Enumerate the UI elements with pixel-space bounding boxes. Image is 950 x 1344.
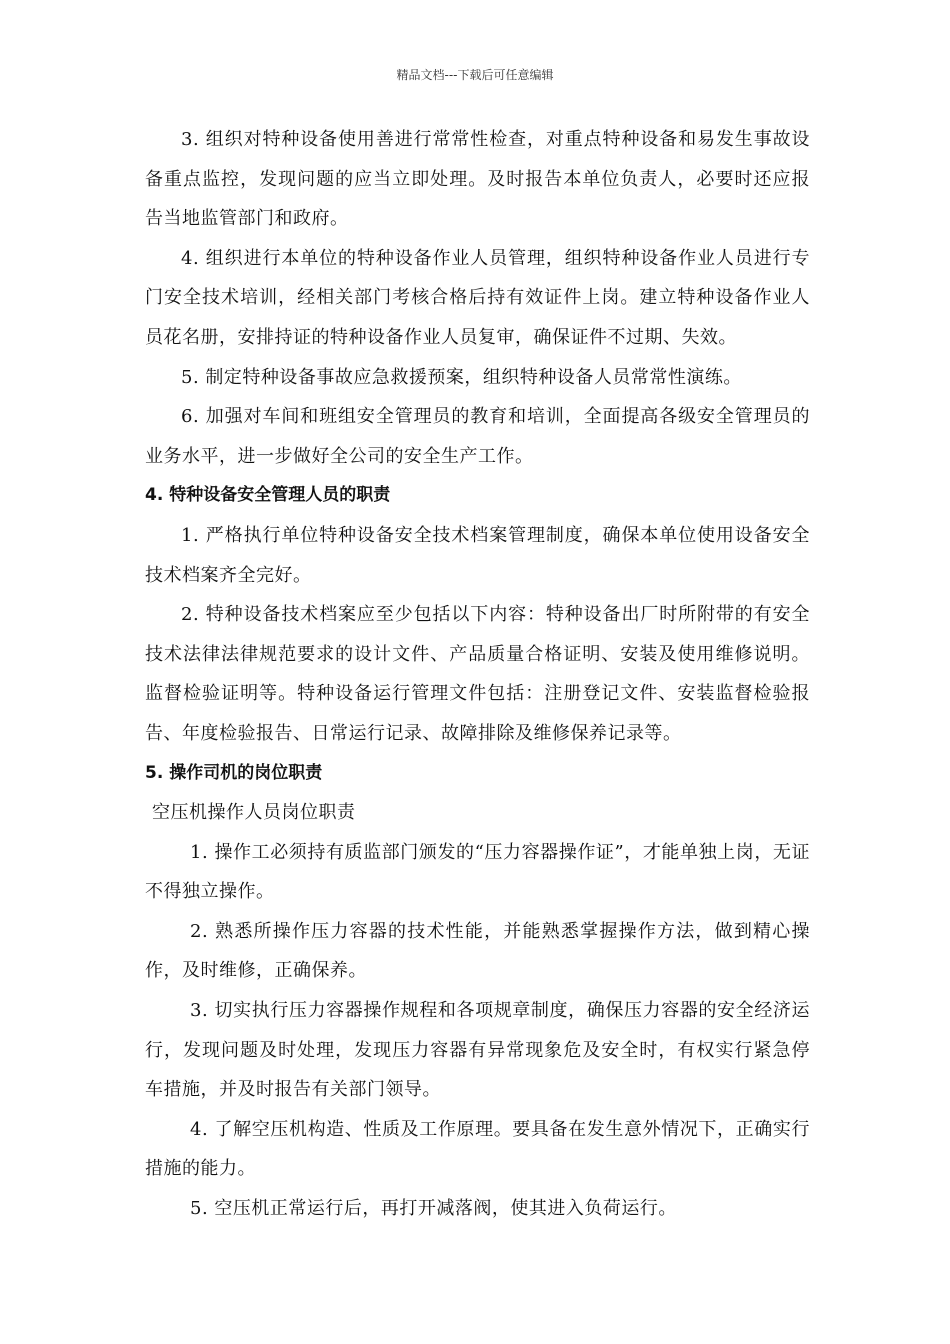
paragraph-duty-5: 5. 制定特种设备事故应急救援预案，组织特种设备人员常常性演练。 — [181, 366, 742, 388]
paragraph-operator-duty-5: 5. 空压机正常运行后，再打开减落阀，使其进入负荷运行。 — [190, 1198, 677, 1220]
paragraph-duty-6: 6. 加强对车间和班组安全管理员的教育和培训，全面提高各级安全管理员的业务水平，进一步做好全公司的安全生产工作。 — [145, 406, 810, 467]
paragraph-operator-duty-2: 2. 熟悉所操作压力容器的技术性能，并能熟悉掌握操作方法，做到精心操作，及时维修，正确保养。 — [145, 920, 810, 982]
paragraph-manager-duty-2: 2. 特种设备技术档案应至少包括以下内容：特种设备出厂时所附带的有安全技术法律法律规范要求的设计文件、产品质量合格证明、安装及使用维修说明。监督检验证明等。特种设备运行管理文件包括：注册登记文件、安装监督检验报告、年度检验报告、日常运行记录、故障排除及维修保养记录等。 — [145, 604, 810, 744]
subsection-title: 空压机操作人员岗位职责 — [152, 802, 356, 824]
paragraph-operator-duty-3: 3. 切实执行压力容器操作规程和各项规章制度，确保压力容器的安全经济运行，发现问题及时处理，发现压力容器有异常现象危及安全时，有权实行紧急停车措施，并及时报告有关部门领导。 — [145, 1000, 810, 1101]
paragraph-operator-duty-4: 4. 了解空压机构造、性质及工作原理。要具备在发生意外情况下，正确实行措施的能力。 — [145, 1118, 810, 1180]
paragraph-manager-duty-1: 1. 严格执行单位特种设备安全技术档案管理制度，确保本单位使用设备安全技术档案齐全完好。 — [145, 524, 810, 586]
paragraph-duty-4: 4. 组织进行本单位的特种设备作业人员管理，组织特种设备作业人员进行专门安全技术培训，经相关部门考核合格后持有效证件上岗。建立特种设备作业人员花名册，安排持证的特种设备作业人员复审，确保证件不过期、失效。 — [145, 247, 810, 348]
section-heading-4: 4. 特种设备安全管理人员的职责 — [145, 485, 391, 506]
document-body — [145, 120, 810, 1229]
section-heading-5: 5. 操作司机的岗位职责 — [145, 762, 323, 783]
paragraph-operator-duty-1: 1. 操作工必须持有质监部门颁发的“压力容器操作证”，才能单独上岗，无证不得独立操作。 — [145, 841, 810, 903]
page-header: 精品文档---下载后可任意编辑 — [396, 68, 554, 82]
paragraph-duty-3: 3. 组织对特种设备使用善进行常常性检查，对重点特种设备和易发生事故设备重点监控，发现问题的应当立即处理。及时报告本单位负责人，必要时还应报告当地监管部门和政府。 — [145, 129, 810, 230]
